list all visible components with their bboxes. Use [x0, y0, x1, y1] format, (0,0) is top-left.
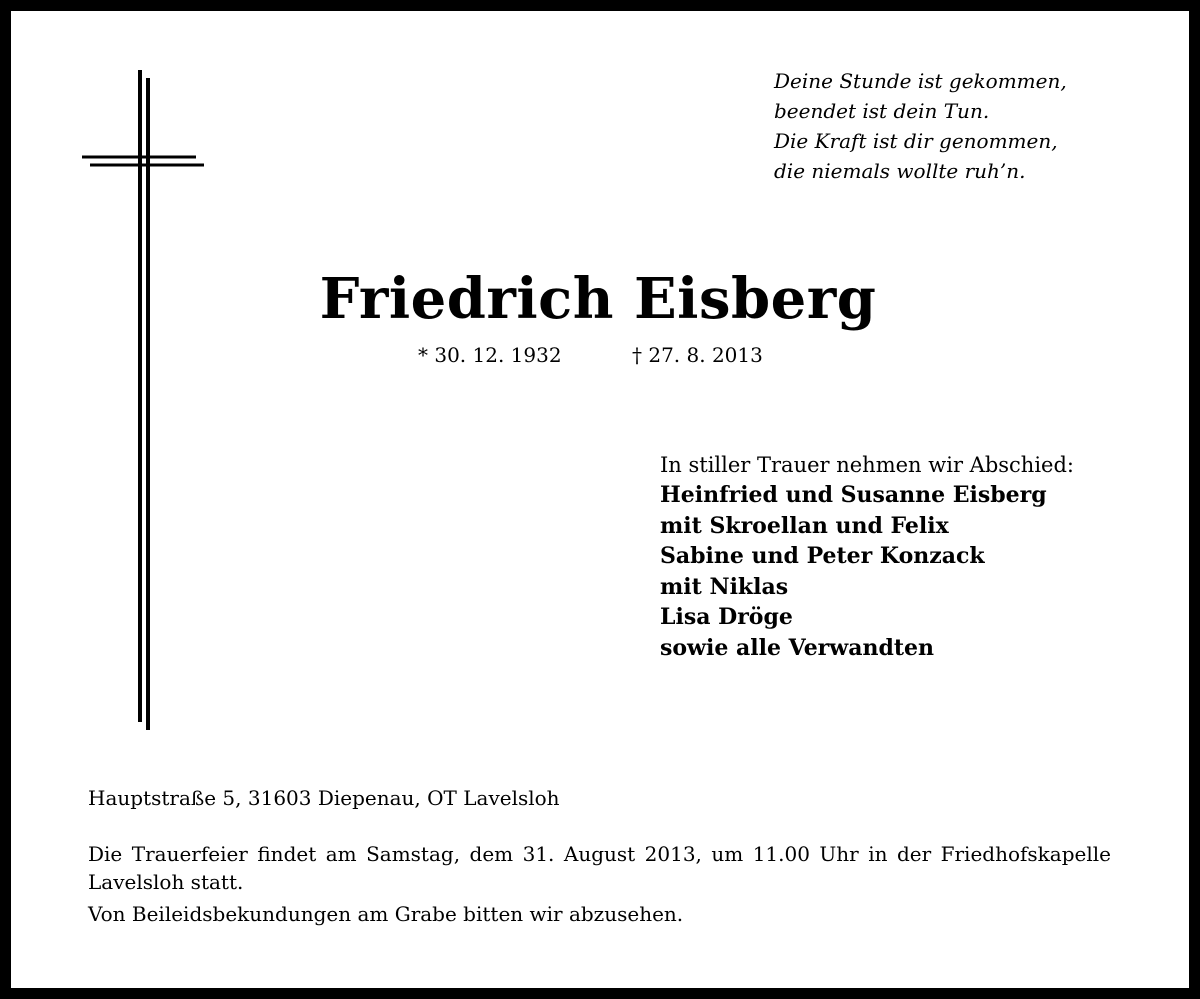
- birth-date: * 30. 12. 1932: [418, 343, 562, 367]
- poem-line: Die Kraft ist dir genommen,: [774, 129, 1058, 153]
- address: Hauptstraße 5, 31603 Diepenau, OT Lavelsloh: [88, 786, 560, 810]
- family-member: Sabine und Peter Konzack: [660, 543, 985, 569]
- ceremony-notice: Die Trauerfeier findet am Samstag, dem 31. August 2013, um 11.00 Uhr in der Friedhofskapelle Lavelsloh statt.: [88, 842, 1111, 894]
- poem-line: die niemals wollte ruh’n.: [774, 159, 1026, 183]
- family-member: mit Skroellan und Felix: [660, 512, 949, 539]
- family-member: sowie alle Verwandten: [660, 634, 935, 661]
- family-member: Lisa Dröge: [660, 604, 793, 630]
- mourners-block: [660, 450, 1160, 663]
- deceased-name-block: [0, 266, 1200, 332]
- mourners-intro: In stiller Trauer nehmen wir Abschied:: [660, 453, 1074, 477]
- deceased-name: Friedrich Eisberg: [319, 266, 877, 332]
- poem: [774, 66, 1174, 186]
- family-member: Heinfried und Susanne Eisberg: [660, 482, 1047, 508]
- family-list: [660, 480, 1160, 663]
- poem-line: Deine Stunde ist gekommen,: [774, 69, 1067, 93]
- death-date: † 27. 8. 2013: [632, 343, 763, 367]
- family-member: mit Niklas: [660, 573, 789, 600]
- poem-line: beendet ist dein Tun.: [774, 99, 990, 123]
- condolence-notice: Von Beileidsbekundungen am Grabe bitten wir abzusehen.: [88, 902, 684, 926]
